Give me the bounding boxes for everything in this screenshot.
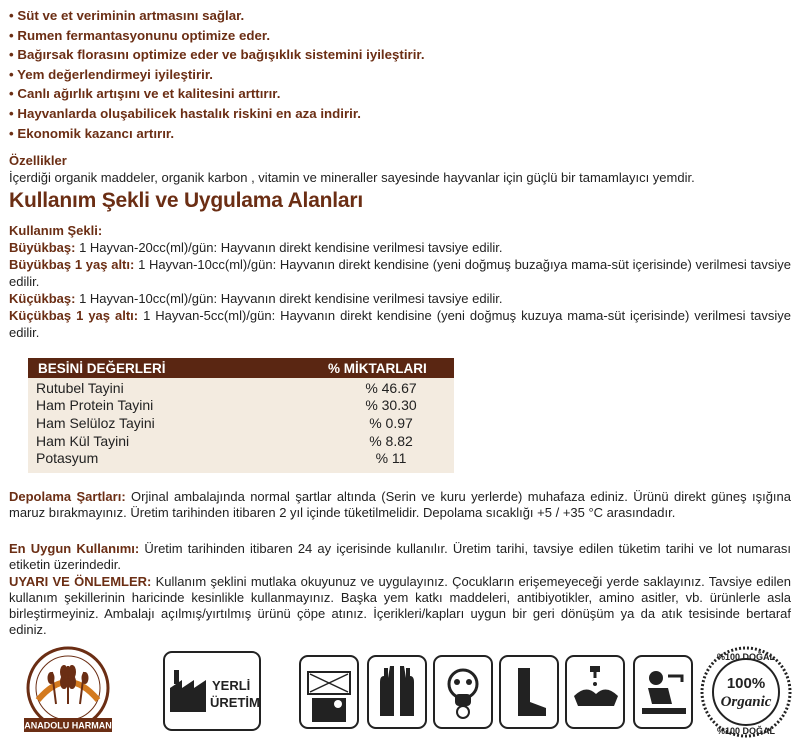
icon-row: [0, 642, 800, 745]
organic-pct: 100%: [726, 675, 766, 692]
nutrient-value: % 0.97: [369, 414, 413, 431]
storage-label: Depolama Şartları:: [9, 489, 126, 504]
nutrient-value: % 8.82: [369, 432, 413, 449]
boots-icon: [498, 654, 560, 730]
table-row: [28, 397, 454, 415]
best-use-label: En Uygun Kullanımı:: [9, 541, 140, 556]
organic-word: Organic: [720, 694, 772, 710]
wash-face-icon: [632, 654, 694, 730]
warnings: [9, 574, 791, 638]
features-text: İçerdiği organik maddeler, organik karbon , vitamin ve mineraller sayesinde hayvanlar için güçlü bir tamamlayıcı yemdir.: [9, 170, 695, 185]
table-row: [28, 432, 454, 450]
features-title: Özellikler: [9, 153, 67, 168]
benefit-item: • Süt ve et veriminin artmasını sağlar.: [9, 8, 245, 23]
benefit-item: • Ekonomik kazancı artırır.: [9, 125, 175, 141]
storage-text: Orjinal ambalajında normal şartlar altında (Serin ve kuru yerlerde) muhafaza ediniz. Ürünü direkt güneş ışığına maruz bırakmayınız. Üretim tarihinden itibaren 2 yıl içinde tüketilmelidir. Depolama sıcaklığı +5 / +35 °C arasındadır.: [9, 489, 792, 520]
nutrition-col-value: % MİKTARLARI: [328, 360, 427, 376]
badge-local-line1: YERLİ: [212, 678, 251, 693]
nutrient-name: Ham Kül Tayini: [36, 432, 130, 449]
usage-item: Küçükbaş 1 yaş altı: 1 Hayvan-5cc(ml)/gün: Hayvanın direkt kendisine (yeni doğmuş kuzuya mama-süt içerisinde) verilmesi tavsiye edilir.: [9, 308, 791, 340]
local-production-badge: [162, 650, 262, 732]
nutrition-table: [28, 358, 454, 473]
usage-section: [9, 222, 791, 341]
benefit-item: • Rumen fermantasyonunu optimize eder.: [9, 27, 271, 43]
mask-icon: [432, 654, 494, 730]
nutrient-name: Ham Selüloz Tayini: [36, 414, 155, 431]
table-row: [28, 379, 454, 397]
nutrient-value: % 11: [375, 450, 407, 467]
benefit-item: • Hayvanlarda oluşabilicek hastalık riskini en aza indirir.: [9, 105, 362, 121]
nutrition-table-body: [28, 378, 454, 473]
table-row: [28, 449, 454, 467]
best-use: [9, 541, 791, 573]
organic-seal-icon: [698, 644, 794, 740]
benefit-item: • Bağırsak florasını optimize eder ve bağışıklık sistemini iyileştirir.: [9, 47, 425, 63]
best-use-text: Üretim tarihinden itibaren 24 ay içerisinde kullanılır. Üretim tarihi, tavsiye edilen tüketim tarihi ve lot numarası etiketin üzerindedir.: [9, 541, 791, 572]
badge-local-line2: ÜRETİM: [210, 695, 260, 710]
usage-heading: Kullanım Şekli ve Uygulama Alanları: [9, 189, 364, 212]
nutrient-name: Potasyum: [36, 450, 99, 467]
usage-item: Küçükbaş: 1 Hayvan-10cc(ml)/gün: Hayvanın direkt kendisine verilmesi tavsiye edilir.: [9, 291, 503, 306]
nutrient-name: Ham Protein Tayini: [36, 397, 154, 414]
table-row: [28, 414, 454, 432]
usage-item: Büyükbaş: 1 Hayvan-20cc(ml)/gün: Hayvanın direkt kendisine verilmesi tavsiye edilir.: [9, 240, 503, 255]
storage-conditions: [9, 489, 791, 521]
nutrition-col-name: BESİNİ DEĞERLERİ: [38, 360, 166, 376]
nutrient-value: % 46.67: [365, 379, 417, 396]
benefit-item: • Canlı ağırlık artışını ve et kalitesini arttırır.: [9, 86, 281, 102]
gloves-icon: [366, 654, 428, 730]
usage-subheading: Kullanım Şekli:: [9, 223, 103, 238]
nutrition-table-header: [28, 358, 454, 378]
factory-icon: [162, 650, 262, 732]
wheat-logo-icon: [12, 642, 124, 742]
no-children-icon: [298, 654, 360, 730]
nutrient-name: Rutubel Tayini: [36, 379, 124, 396]
organic-top-text: %100 DOĞAL: [716, 652, 776, 662]
benefit-item: • Yem değerlendirmeyi iyileştirir.: [9, 66, 213, 82]
benefits-list: [9, 6, 425, 143]
features-section: [9, 152, 791, 186]
wash-hands-icon: [564, 654, 626, 730]
usage-item: Büyükbaş 1 yaş altı: 1 Hayvan-10cc(ml)/gün: Hayvanın direkt kendisine (yeni doğmuş buzağıya mama-süt içerisinde) verilmesi tavsiye edilir.: [9, 257, 792, 289]
warnings-text: Kullanım şeklini mutlaka okuyunuz ve uygulayınız. Çocukların erişemeyeceği yerde saklayınız. Tavsiye edilen kullanım şekillerinin haricinde kesinlikle kullanmayınız. Başka yem katkı maddeleri, antibiyotikler, amino asitler, vb. ürünlerle asla birleştirmeyiniz. Ambalajı açılmış/yırtılmış ürünü çöpe atınız. İçerikleri/kapları uygun bir geri dönüşüm ya da atık tesisinde bertaraf ediniz.: [9, 574, 792, 637]
organic-badge: [698, 644, 794, 740]
nutrient-value: % 30.30: [365, 397, 417, 414]
logo-brand-text: ANADOLU HARMAN: [24, 720, 112, 731]
anadolu-harman-logo: [12, 642, 124, 742]
warnings-label: UYARI VE ÖNLEMLER:: [9, 574, 152, 589]
organic-bottom-text: %100 DOĞAL: [716, 726, 776, 736]
